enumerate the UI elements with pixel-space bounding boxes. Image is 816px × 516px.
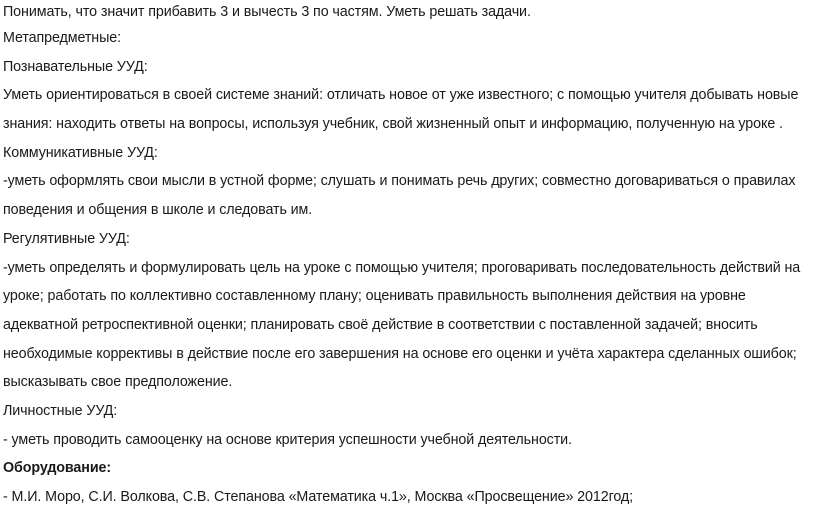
- text-line-regulatory-3: адекватной ретроспективной оценки; планировать своё действие в соответствии с поставленной задачей; вносить: [3, 316, 758, 333]
- text-line-cognitive-2: знания: находить ответы на вопросы, используя учебник, свой жизненный опыт и информацию, полученную на уроке .: [3, 116, 783, 133]
- text-line-equipment-1: - М.И. Моро, С.И. Волкова, С.В. Степанова «Математика ч.1», Москва «Просвещение» 2012год;: [3, 489, 634, 505]
- text-line-communicative-2: поведения и общения в школе и следовать им.: [3, 202, 313, 219]
- text-line-regulatory-4: необходимые коррективы в действие после его завершения на основе его оценки и учёта характера сделанных ошибок;: [3, 345, 797, 362]
- heading-equipment: Оборудование:: [3, 460, 112, 477]
- text-line-regulatory-5: высказывать свое предположение.: [3, 374, 233, 391]
- heading-regulatory-uud: Регулятивные УУД:: [3, 230, 130, 247]
- text-line-cognitive-1: Уметь ориентироваться в своей системе знаний: отличать новое от уже известного; с помощью учителя добывать новые: [3, 87, 799, 104]
- heading-cognitive-uud: Познавательные УУД:: [3, 58, 148, 75]
- heading-communicative-uud: Коммуникативные УУД:: [3, 144, 158, 161]
- text-line-regulatory-1: -уметь определять и формулировать цель на уроке с помощью учителя; проговаривать последовательность действий на: [3, 259, 801, 276]
- text-line-goal: Понимать, что значит прибавить 3 и вычесть 3 по частям. Уметь решать задачи.: [3, 4, 531, 20]
- document-page: [3, 0, 815, 512]
- text-line-communicative-1: -уметь оформлять свои мысли в устной форме; слушать и понимать речь других; совместно договариваться о правилах: [3, 173, 796, 190]
- heading-metasubject: Метапредметные:: [3, 30, 122, 46]
- text-line-personal-1: - уметь проводить самооценку на основе критерия успешности учебной деятельности.: [3, 431, 572, 448]
- text-line-regulatory-2: уроке; работать по коллективно составленному плану; оценивать правильность выполнения действия на уровне: [3, 288, 746, 305]
- heading-personal-uud: Личностные УУД:: [3, 402, 118, 419]
